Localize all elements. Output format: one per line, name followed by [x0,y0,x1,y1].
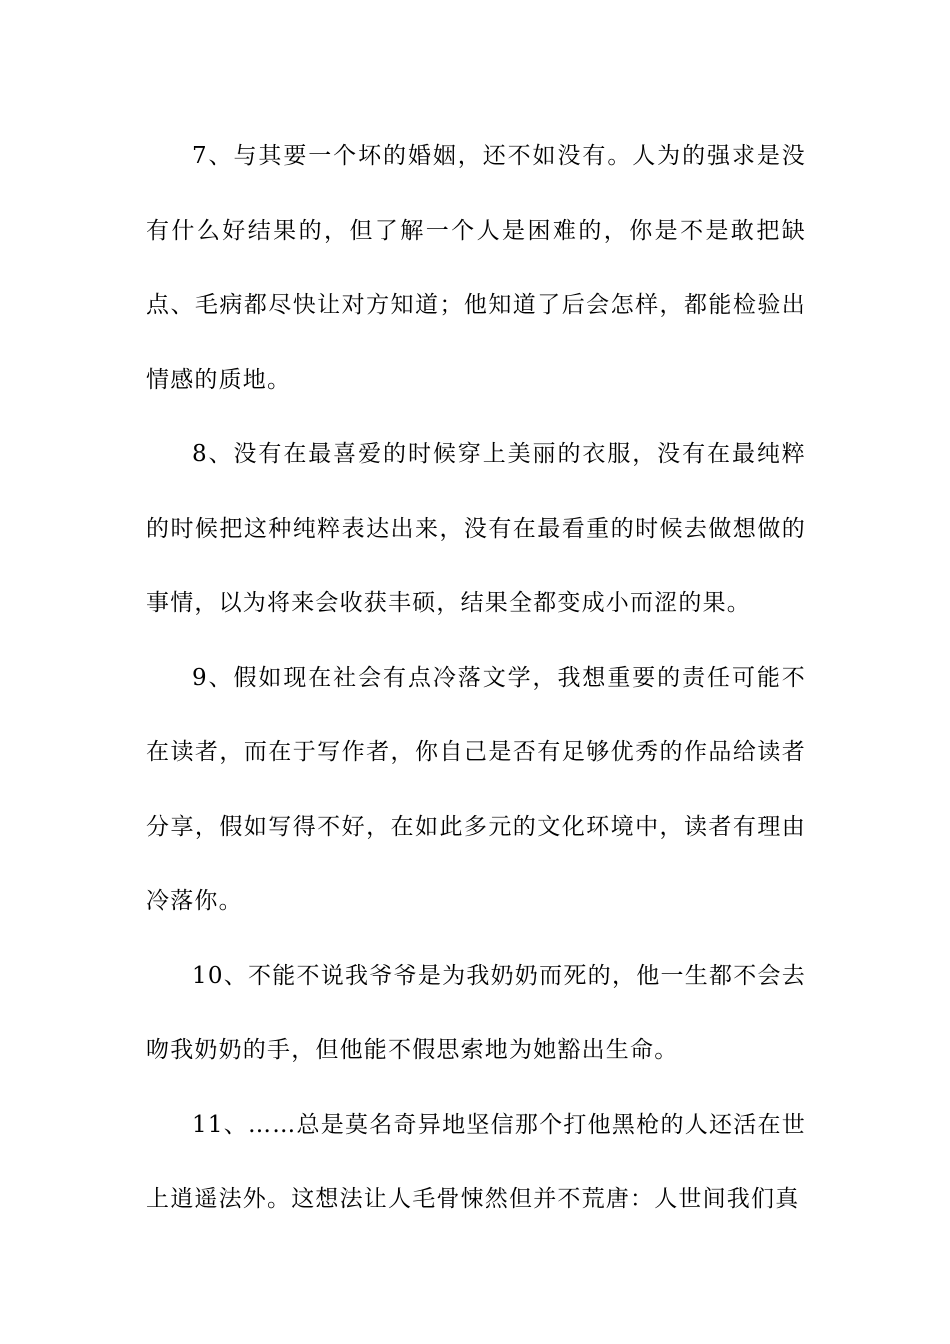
document-body [146,119,806,1237]
paragraph-9: 9、假如现在社会有点冷落文学，我想重要的责任可能不在读者，而在于写作者，你自己是否有足够优秀的作品给读者分享，假如写得不好，在如此多元的文化环境中，读者有理由冷落你。 [146,664,806,914]
paragraph-7: 7、与其要一个坏的婚姻，还不如没有。人为的强求是没有什么好结果的，但了解一个人是困难的，你是不是敢把缺点、毛病都尽快让对方知道；他知道了后会怎样，都能检验出情感的质地。 [146,143,806,393]
paragraph-10: 10、不能不说我爷爷是为我奶奶而死的，他一生都不会去吻我奶奶的手，但他能不假思索地为她豁出生命。 [146,962,806,1063]
paragraph-11: 11、……总是莫名奇异地坚信那个打他黑枪的人还活在世上逍遥法外。这想法让人毛骨悚然但并不荒唐：人世间我们真 [146,1111,806,1212]
paragraph-8: 8、没有在最喜爱的时候穿上美丽的衣服，没有在最纯粹的时候把这种纯粹表达出来，没有在最看重的时候去做想做的事情，以为将来会收获丰硕，结果全都变成小而涩的果。 [146,441,806,616]
